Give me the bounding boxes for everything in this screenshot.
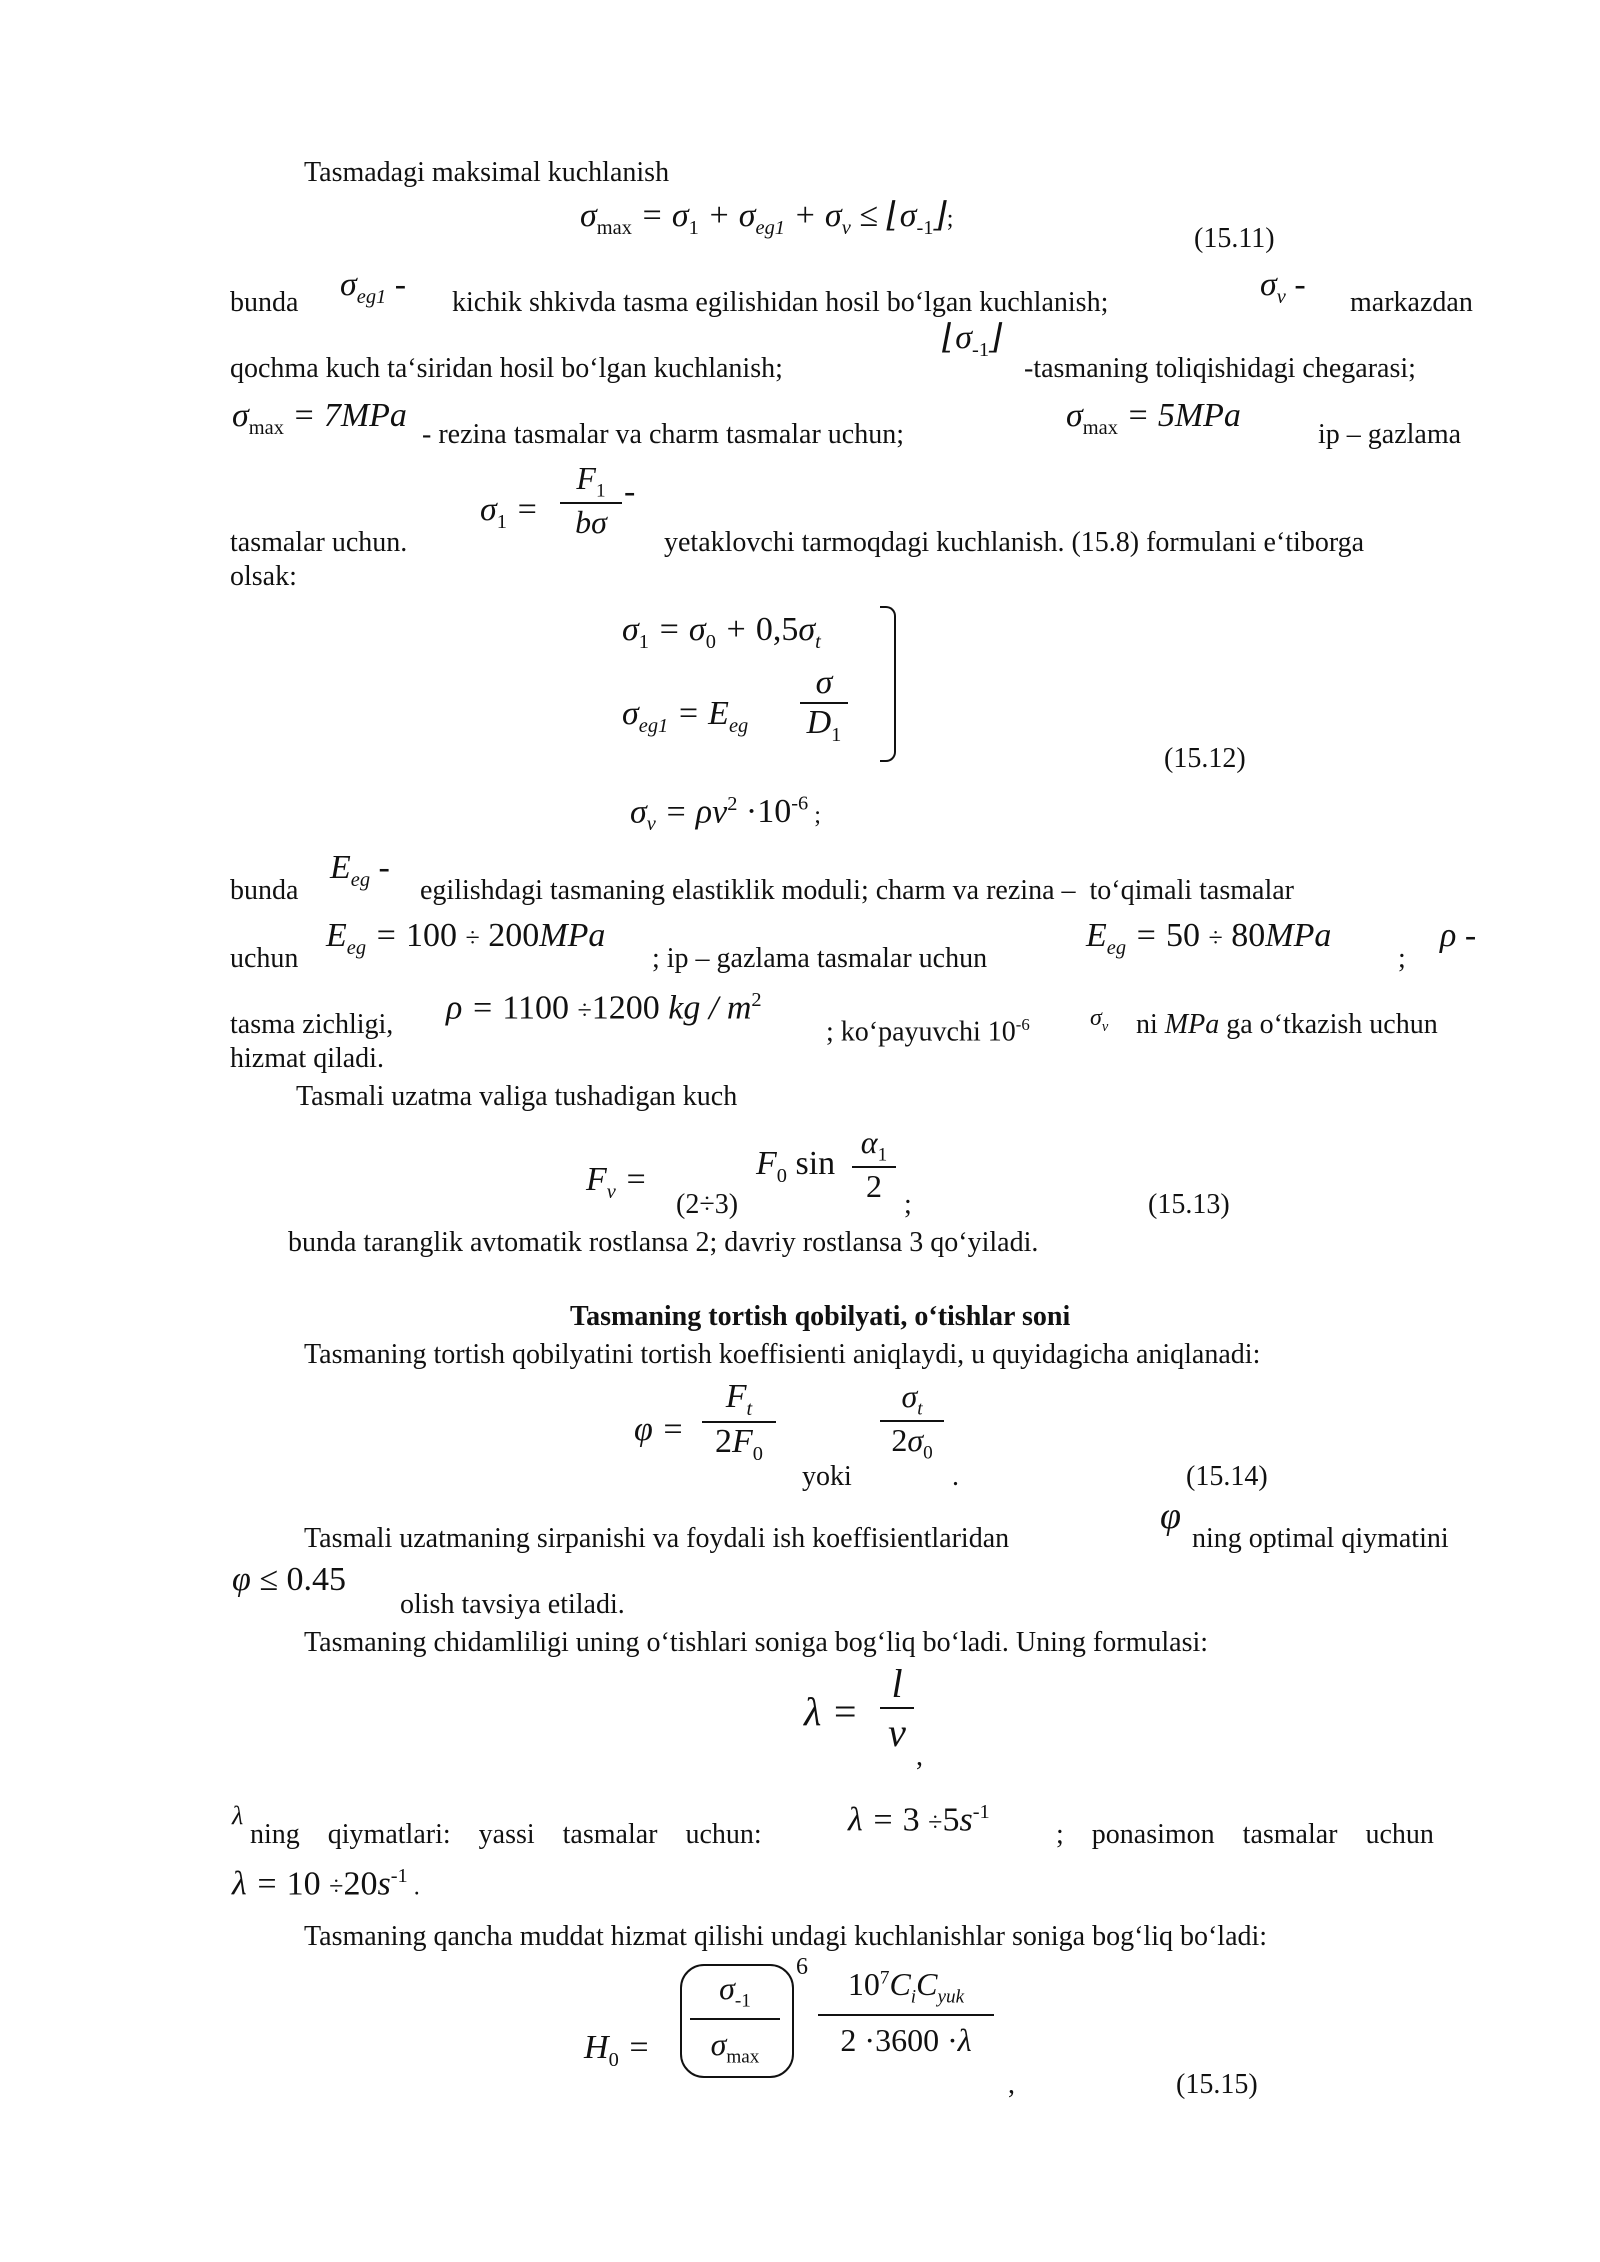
lambda-flat-range: $\lambda = 3 \div 5s^{-1}$ [848, 1801, 990, 1839]
equation-15-11: $\sigma_{max} = \sigma_1 + \sigma_{eg1} + \sigma_v$ ≤ $⌊\sigma_{-1}⌋$; [580, 197, 954, 239]
paragraph-olsak: olsak: [230, 561, 297, 592]
lambda-comma: , [916, 1741, 923, 1772]
sigma1-fraction: $\frac{F_1}{b\sigma}$ [560, 460, 622, 541]
section-heading: Tasmaning tortish qobilyati, o‘tishlar soni [570, 1301, 1071, 1332]
equation-15-13-f0sin: $F_0$ sin [756, 1145, 836, 1187]
sigma-max-7mpa: $\sigma_{max} = 7MPa$ [232, 397, 407, 439]
paragraph-tortish-koeffisient: Tasmaning tortish qobilyatini tortish koeffisienti aniqlaydi, u quyidagicha aniqlanadi: [304, 1339, 1261, 1370]
paragraph-rezina: - rezina tasmalar va charm tasmalar uchun; [422, 419, 904, 450]
phi-inline: φ [1160, 1495, 1182, 1537]
sigma-v-inline: $\sigma_v$ [1090, 1005, 1109, 1035]
paragraph-taranglik: bunda taranglik avtomatik rostlansa 2; davriy rostlansa 3 qo‘yiladi. [288, 1227, 1039, 1258]
lambda-fraction: $\frac{l}{v}$ [880, 1660, 914, 1756]
phi-limit: φ ≤ 0.45 [232, 1561, 346, 1598]
eeg-100-200: $E_{eg} = 100 \div 200MPa$ [326, 917, 606, 959]
paragraph-uchun: uchun [230, 943, 299, 974]
equation-15-14-yoki: yoki [802, 1461, 852, 1492]
paragraph-ip-gazlama-uchun: ; ip – gazlama tasmalar uchun [652, 943, 988, 974]
equation-15-12-brace [880, 606, 896, 762]
sigma1-formula-left: $\sigma_1$ = [480, 491, 539, 533]
paragraph-ponasimon: ; ponasimon tasmalar uchun [1056, 1819, 1434, 1850]
paragraph-ni-mpa: ni MPa ga o‘tkazish uchun [1136, 1009, 1438, 1040]
eeg-symbol: $E_{eg}$ - [330, 849, 390, 891]
paragraph-hizmat-muddat: Tasmaning qancha muddat hizmat qilishi undagi kuchlanishlar soniga bog‘liq bo‘ladi: [304, 1921, 1268, 1952]
paragraph-bunda-eeg: bunda [230, 875, 299, 906]
semicolon-rho: ; [1398, 943, 1406, 974]
equation-15-12-b-fraction: $\frac{\sigma}{D_1}$ [800, 664, 848, 747]
lambda-left: λ = [804, 1689, 859, 1734]
paragraph-chidamliligi: Tasmaning chidamliligi uning o‘tishlari soniga bog‘liq bo‘ladi. Uning formulasi: [304, 1627, 1209, 1658]
equation-15-15-left: $H_0$ = [584, 2029, 651, 2071]
sigma-max-5mpa: $\sigma_{max} = 5MPa$ [1066, 397, 1241, 439]
paragraph-egilishdagi: egilishdagi tasmaning elastiklik moduli; charm va rezina – to‘qimali tasmalar [420, 875, 1294, 906]
paragraph-hizmat: hizmat qiladi. [230, 1043, 384, 1074]
paragraph-tasma-zichligi: tasma zichligi, [230, 1009, 394, 1040]
paragraph-bunda-2: qochma kuch ta‘siridan hosil bo‘lgan kuchlanish; [230, 353, 783, 384]
equation-15-15-exponent: 6 [796, 1954, 808, 1980]
equation-15-14-left: φ = [634, 1411, 685, 1448]
paragraph-kopayuvchi: ; ko‘payuvchi $10^{-6}$ [826, 1015, 1030, 1048]
paragraph-tavsiya: olish tavsiya etiladi. [400, 1589, 625, 1620]
paragraph-lambda-qiymatlari: ning qiymatlari: yassi tasmalar uchun: [250, 1819, 762, 1850]
equation-15-12-c: $\sigma_v = \rho v^2 \cdot 10^{-6}$ ; [630, 793, 821, 836]
paragraph-intro-max-stress: Tasmadagi maksimal kuchlanish [304, 157, 670, 188]
lambda-symbol-inline: λ [232, 1801, 244, 1830]
equation-15-14-fraction-1: $\frac{F_t}{2F_0}$ [702, 1378, 776, 1466]
equation-15-13-left: $F_v$ = [586, 1161, 648, 1203]
eeg-50-80: $E_{eg} = 50 \div 80MPa$ [1086, 917, 1332, 959]
rho-symbol: ρ - [1440, 917, 1477, 954]
equation-15-13-semicolon: ; [904, 1189, 912, 1220]
equation-15-14-fraction-2: $\frac{\sigma_t}{2\sigma_0}$ [880, 1378, 944, 1465]
equation-15-12-a: $\sigma_1 = \sigma_0 + 0,5\sigma_t$ [622, 611, 821, 653]
equation-number-15-11: (15.11) [1194, 223, 1275, 254]
paragraph-optimal: ning optimal qiymatini [1192, 1523, 1449, 1554]
paragraph-yetaklovchi: yetaklovchi tarmoqdagi kuchlanish. (15.8) formulani e‘tiborga [664, 527, 1365, 558]
paragraph-bunda-2b: -tasmaning toliqishidagi chegarasi; [1024, 353, 1416, 384]
equation-15-12-b-left: $\sigma_{eg1} = E_{eg}$ [622, 695, 749, 737]
rho-range: ρ = 1100 ÷1200 kg / $m^2$ [446, 989, 762, 1027]
fatigue-limit-symbol: $⌊\sigma_{-1}⌋$ [942, 319, 1003, 361]
paragraph-sirpanishi: Tasmali uzatmaning sirpanishi va foydali ish koeffisientlaridan [304, 1523, 1010, 1554]
equation-15-13-coef: (2÷3) [676, 1189, 739, 1220]
sigma1-dash: - [624, 473, 636, 510]
paragraph-ip-gazlama: ip – gazlama [1318, 419, 1462, 450]
paragraph-valiga-kuch: Tasmali uzatma valiga tushadigan kuch [296, 1081, 738, 1112]
equation-15-15-fraction-2: $10^7C_iC_{yuk}$ 2 ·3600 ·λ [818, 1966, 994, 2059]
equation-number-15-12: (15.12) [1164, 743, 1246, 774]
equation-number-15-15: (15.15) [1176, 2069, 1258, 2100]
equation-15-15-fraction-1: $\sigma_{-1}$ $\sigma_{max}$ [690, 1970, 780, 2069]
equation-15-14-dot: . [952, 1461, 959, 1492]
equation-number-15-13: (15.13) [1148, 1189, 1230, 1220]
equation-15-13-fraction: $\frac{\alpha_1}{2}$ [852, 1124, 896, 1205]
document-page: Tasmadagi maksimal kuchlanish $\sigma_{max} = \sigma_1 + \sigma_{eg1} + \sigma_v$ ≤ $⌊\sigma_{-1}⌋$; (15.11) bunda $\sigma_{eg1}$ - kichik shkivda tasma egilishidan hosil bo‘lgan kuchlanish; $\sigma_v$ - markazdan qochma kuch ta‘siridan hosil bo‘lgan kuchlanish; $⌊\sigma_{-1}⌋$ -tasmaning toliqishidagi chegarasi; $\sigma_{max} = 7MPa$ - rezina tasmalar va charm tasmalar uchun; $\sigma_{max} = 5MPa$ ip – gazlama tasmalar uchun. $\sigma_1$ = $\frac{F_1}{b\sigma}$ - yetaklovchi tarmoqdagi kuchlanish. (15.8) formulani e‘tiborga olsak: $\sigma_1 = \sigma_0 + 0,5\sigma_t$ $\sigma_{eg1} = E_{eg}$ $\frac{\sigma}{D_1}$ (15.12) $\sigma_v = \rho v^2 \cdot 10^{-6}$ ; $E_{eg}$ - bunda egilishdagi tasmaning elastiklik moduli; charm va rezina – to‘qimali tasmalar uchun $E_{eg} = 100 \div 200MPa$ ; ip – gazlama tasmalar uchun $E_{eg} = 50 \div 80MPa$ ; ρ - tasma zichligi, ρ = 1100 ÷1200 kg / $m^2$ ; ko‘payuvchi $10^{-6}$ $\sigma_v$ ni MPa ga o‘tkazish uchun hizmat qiladi. Tasmali uzatma valiga tushadigan kuch $F_v$ = (2÷3) $F_0$ sin $\frac{\alpha_1}{2}$ ; (15.13) bunda taranglik avtomatik rostlansa 2; davriy rostlansa 3 qo‘yiladi. Tasmaning tortish qobilyati, o‘tishlar soni Tasmaning tortish qobilyatini tortish koeffisienti aniqlaydi, u quyidagicha aniqlanadi: φ = $\frac{F_t}{2F_0}$ yoki $\frac{\sigma_t}{2\sigma_0}$ . (15.14) Tasmali uzatmaning sirpanishi va foydali ish koeffisientlaridan φ ning optimal qiymatini φ ≤ 0.45 olish tavsiya etiladi. Tasmaning chidamliligi uning o‘tishlari soniga bog‘liq bo‘ladi. Uning formulasi: λ = $\frac{l}{v}$ , λ ning qiymatlari: yassi tasmalar uchun: $\lambda = 3 \div 5s^{-1}$ ; ponasimon tasmalar uchun $\lambda = 10 \div 20s^{-1}$ . Tasmaning qancha muddat hizmat qilishi undagi kuchlanishlar soniga bog‘liq bo‘ladi: $H_0$ = $\sigma_{-1}$ $\sigma_{max}$ 6 $10^7C_iC_{yuk}$ 2 ·3600 ·λ , (15.15) [230, 157, 1477, 2100]
equation-15-15-comma: , [1008, 2069, 1015, 2100]
lambda-vbelt-range: $\lambda = 10 \div 20s^{-1}$ . [232, 1865, 420, 1903]
paragraph-tasmalar-uchun: tasmalar uchun. [230, 527, 408, 558]
equation-number-15-14: (15.14) [1186, 1461, 1268, 1492]
